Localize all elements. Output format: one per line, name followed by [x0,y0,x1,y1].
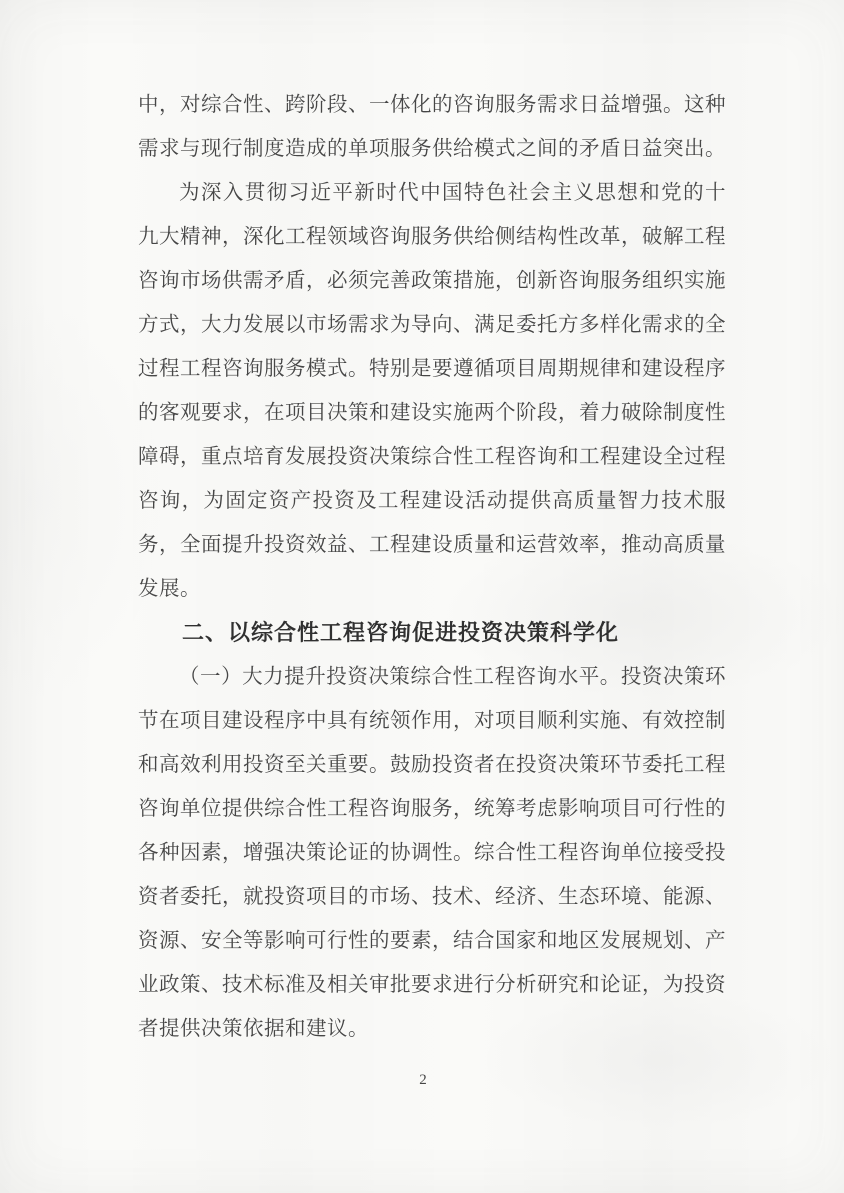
section-heading [138,611,726,655]
text-line: 者提供决策依据和建议。 [138,1018,369,1040]
text-line: 需求与现行制度造成的单项服务供给模式之间的矛盾日益突出。 [138,138,726,160]
text-line: 业政策、技术标准及相关审批要求进行分析研究和论证，为投资 [138,974,726,996]
text-line: 咨询市场供需矛盾，必须完善政策措施，创新咨询服务组织实施 [138,270,726,292]
text-line: 为深入贯彻习近平新时代中国特色社会主义思想和党的十 [179,182,726,204]
text-line: 发展。 [138,578,201,600]
text-line: 和高效利用投资至关重要。鼓励投资者在投资决策环节委托工程 [138,754,726,776]
text-block [138,83,726,1051]
text-line: 过程工程咨询服务模式。特别是要遵循项目周期规律和建设程序 [138,358,726,380]
text-line: 咨询，为固定资产投资及工程建设活动提供高质量智力技术服 [138,490,726,512]
text-line: 务，全面提升投资效益、工程建设质量和运营效率，推动高质量 [138,534,726,556]
text-line: 资源、安全等影响可行性的要素，结合国家和地区发展规划、产 [138,930,726,952]
paragraph [138,83,726,171]
text-line: 方式，大力发展以市场需求为导向、满足委托方多样化需求的全 [138,314,726,336]
text-line: 资者委托，就投资项目的市场、技术、经济、生态环境、能源、 [138,886,726,908]
text-line: 障碍，重点培育发展投资决策综合性工程咨询和工程建设全过程 [138,446,726,468]
text-line: 节在项目建设程序中具有统领作用，对项目顺利实施、有效控制 [138,710,726,732]
page-number: 2 [419,1072,427,1088]
text-line: 各种因素，增强决策论证的协调性。综合性工程咨询单位接受投 [138,842,726,864]
text-line: 中，对综合性、跨阶段、一体化的咨询服务需求日益增强。这种 [138,94,726,116]
paragraph [138,171,726,611]
paragraph [138,655,726,1051]
text-line: 咨询单位提供综合性工程咨询服务，统筹考虑影响项目可行性的 [138,798,726,820]
text-line: （一）大力提升投资决策综合性工程咨询水平。投资决策环 [179,666,726,688]
text-line: 九大精神，深化工程领域咨询服务供给侧结构性改革，破解工程 [138,226,726,248]
text-line: 二、以综合性工程咨询促进投资决策科学化 [182,620,620,645]
text-line: 的客观要求，在项目决策和建设实施两个阶段，着力破除制度性 [138,402,726,424]
